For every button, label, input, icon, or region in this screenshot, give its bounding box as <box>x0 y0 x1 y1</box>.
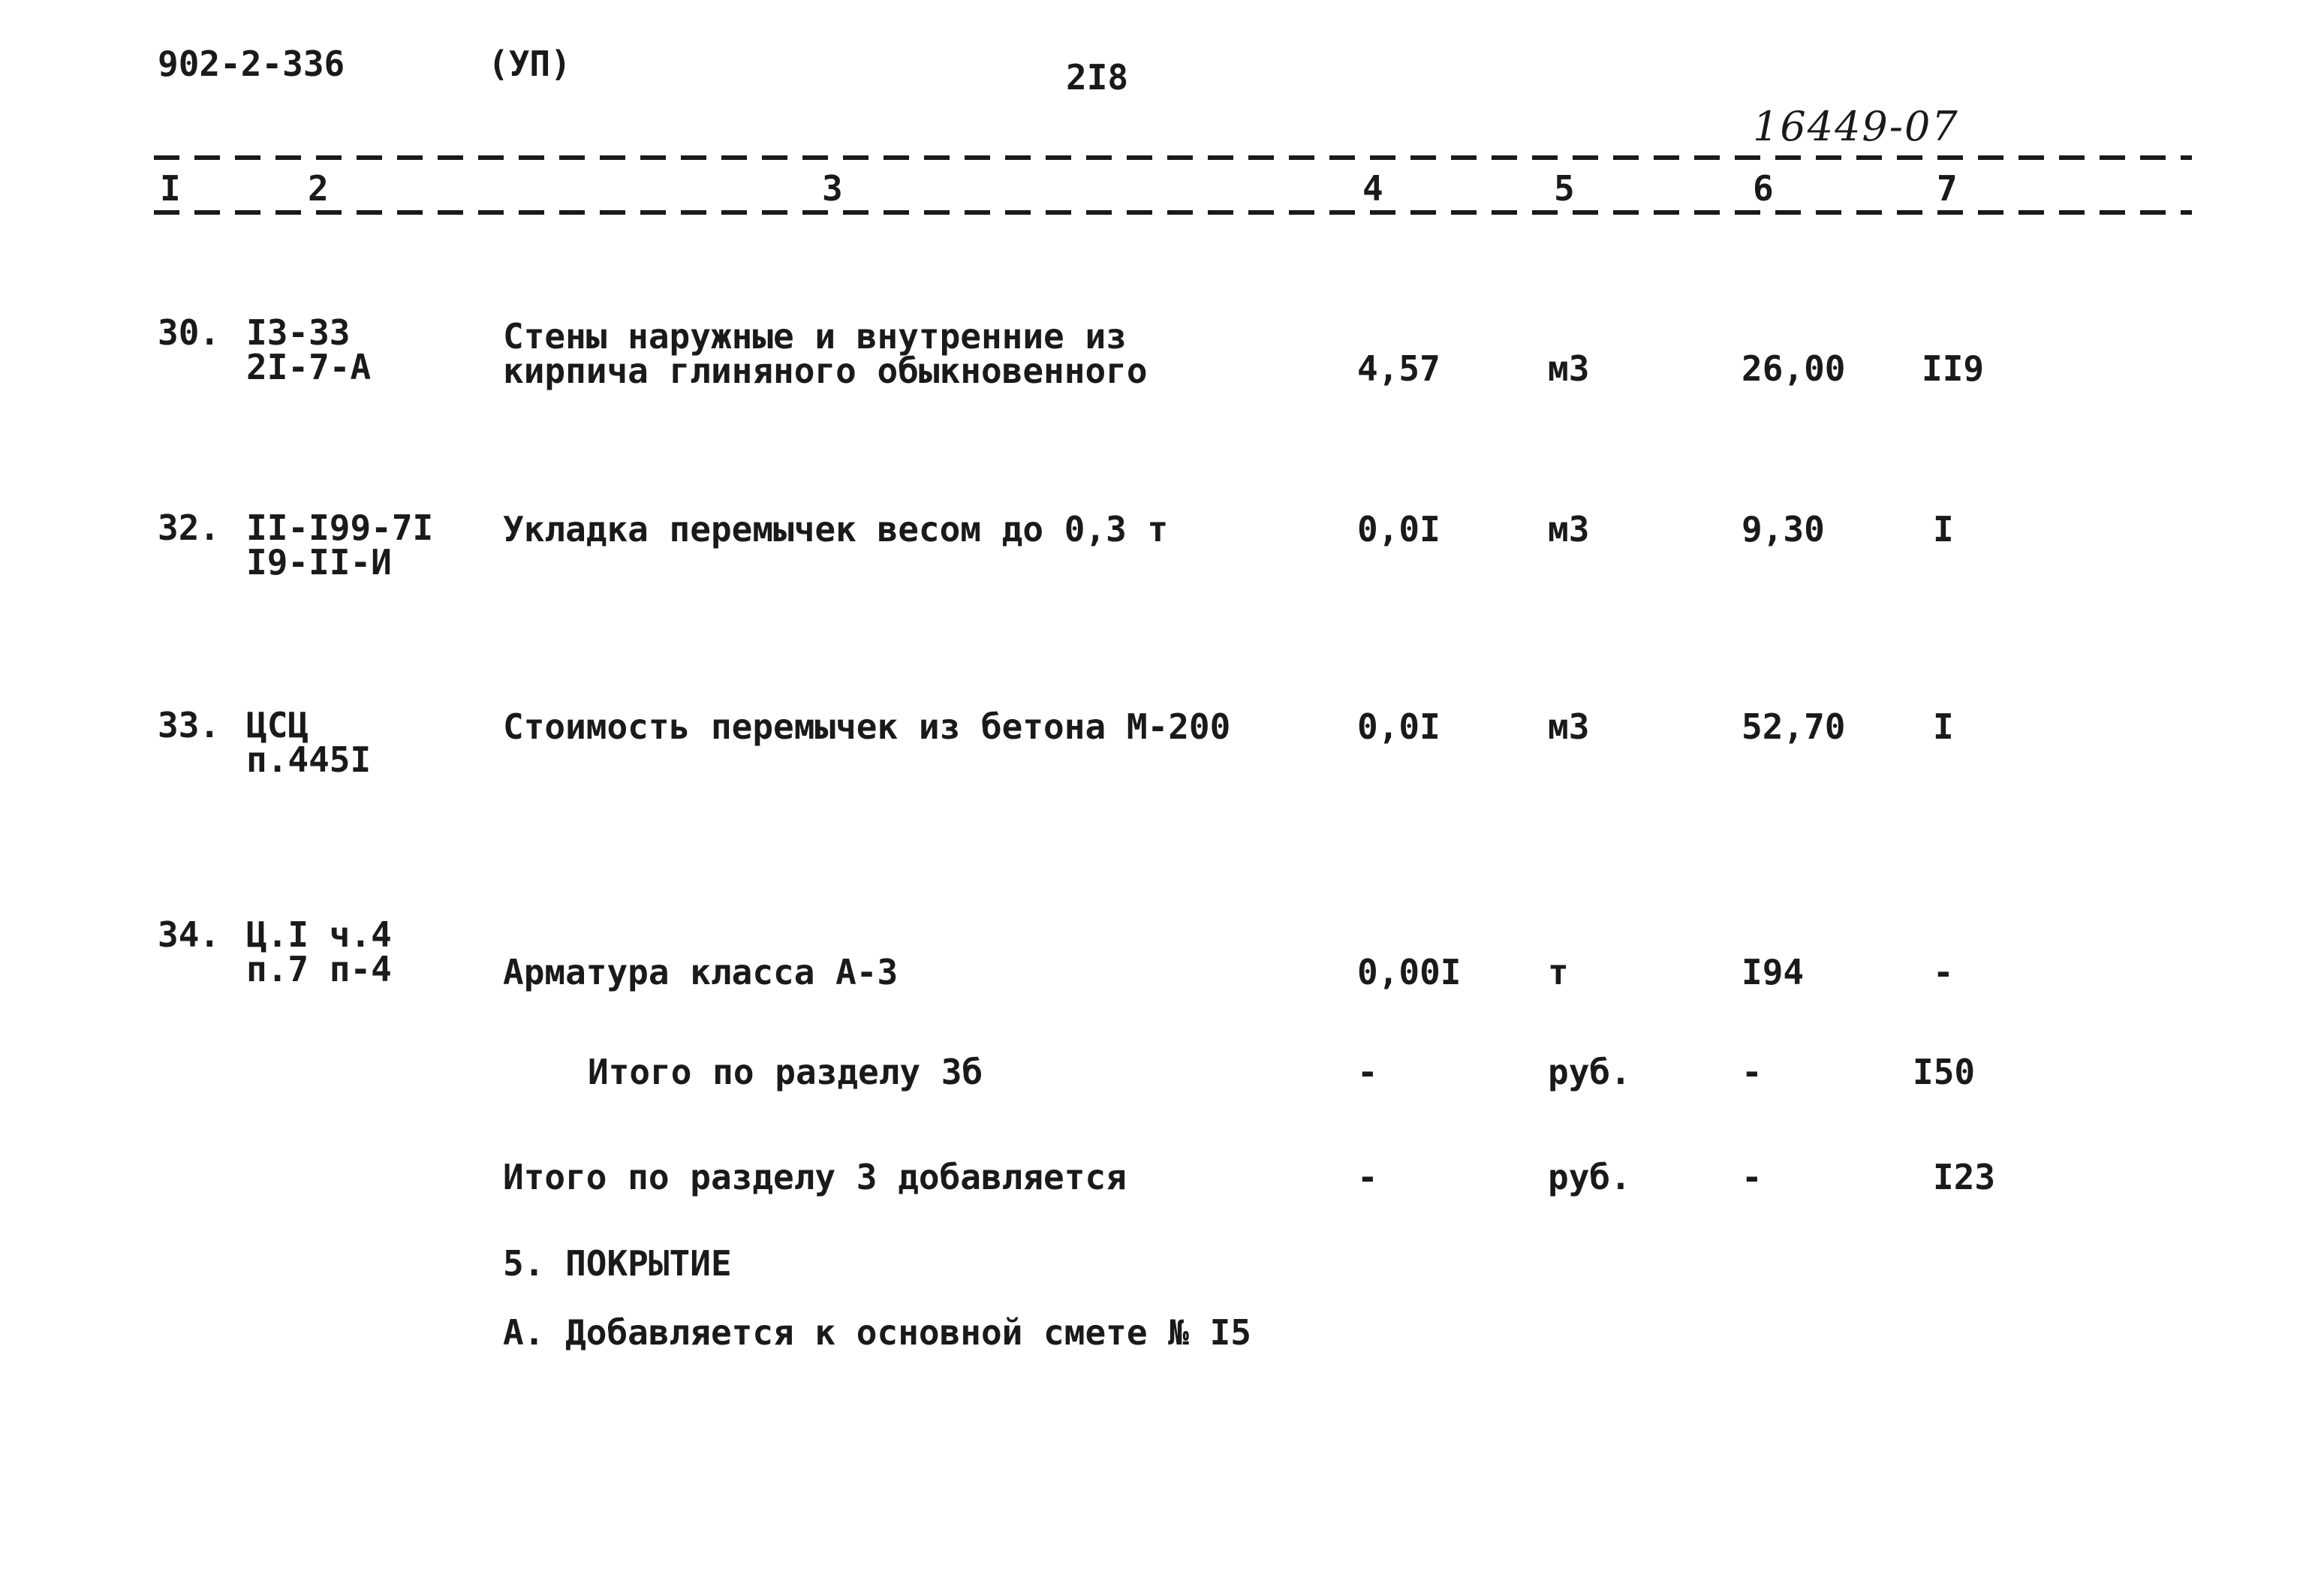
column-number-4: 4 <box>1362 168 1383 209</box>
row-code-line1: Ц.I ч.4 <box>246 914 392 955</box>
column-number-1: I <box>160 168 181 209</box>
header-rule-top <box>154 155 2192 160</box>
section-note: А. Добавляется к основной смете № I5 <box>503 1312 1251 1353</box>
row-number: 30. <box>158 312 221 353</box>
handwritten-stamp-number: 16449-07 <box>1753 103 1959 150</box>
subtotal-unit: руб. <box>1548 1052 1631 1092</box>
row-number: 34. <box>158 914 221 955</box>
row-quantity: 0,00I <box>1357 952 1462 992</box>
row-quantity: 0,0I <box>1357 706 1440 747</box>
row-unit: м3 <box>1548 348 1590 389</box>
subtotal-added-total: I23 <box>1933 1157 1996 1197</box>
row-code-line2: 2I-7-A <box>246 347 372 387</box>
subtotal-added-price: - <box>1742 1157 1763 1197</box>
row-total: II9 <box>1922 348 1985 389</box>
row-description-line1: Стены наружные и внутренние из <box>503 316 1127 357</box>
row-total: I <box>1933 509 1954 550</box>
row-description-line2: кирпича глиняного обыкновенного <box>503 351 1148 391</box>
project-code: 902-2-336 <box>158 44 345 84</box>
row-quantity: 0,0I <box>1357 509 1440 550</box>
row-code-line2: п.7 п-4 <box>246 949 392 989</box>
section-heading: 5. ПОКРЫТИЕ <box>503 1243 732 1284</box>
subtotal-added-label: Итого по разделу 3 добавляется <box>503 1157 1127 1197</box>
column-number-6: 6 <box>1753 168 1774 209</box>
column-number-7: 7 <box>1937 168 1958 209</box>
row-price: I94 <box>1742 952 1805 992</box>
row-description-line1: Арматура класса А-3 <box>503 952 899 992</box>
row-unit: м3 <box>1548 706 1590 747</box>
row-number: 33. <box>158 705 221 745</box>
row-code-line2: п.445I <box>246 739 372 780</box>
row-quantity: 4,57 <box>1357 348 1440 389</box>
subtotal-label: Итого по разделу 3б <box>588 1052 983 1092</box>
row-price: 26,00 <box>1742 348 1846 389</box>
row-code-line1: ЦСЦ <box>246 705 309 745</box>
row-unit: т <box>1548 952 1569 992</box>
row-price: 9,30 <box>1742 509 1825 550</box>
row-description-line1: Укладка перемычек весом до 0,3 т <box>503 509 1169 550</box>
column-number-2: 2 <box>308 168 329 209</box>
row-code-line2: I9-II-И <box>246 542 392 583</box>
column-number-3: 3 <box>822 168 843 209</box>
subtotal-quantity: - <box>1357 1052 1378 1092</box>
row-price: 52,70 <box>1742 706 1846 747</box>
row-total: I <box>1933 706 1954 747</box>
row-unit: м3 <box>1548 509 1590 550</box>
subtotal-added-unit: руб. <box>1548 1157 1631 1197</box>
page-number: 2I8 <box>1066 57 1129 98</box>
section-mark: (УП) <box>488 44 571 84</box>
column-number-5: 5 <box>1554 168 1575 209</box>
row-total: - <box>1933 952 1954 992</box>
header-rule-bottom <box>154 210 2192 215</box>
row-code-line1: II-I99-7I <box>246 507 434 548</box>
row-code-line1: I3-33 <box>246 312 351 353</box>
subtotal-price: - <box>1742 1052 1763 1092</box>
subtotal-total: I50 <box>1913 1052 1976 1092</box>
subtotal-added-quantity: - <box>1357 1157 1378 1197</box>
row-description-line1: Стоимость перемычек из бетона М-200 <box>503 706 1231 747</box>
row-number: 32. <box>158 507 221 548</box>
